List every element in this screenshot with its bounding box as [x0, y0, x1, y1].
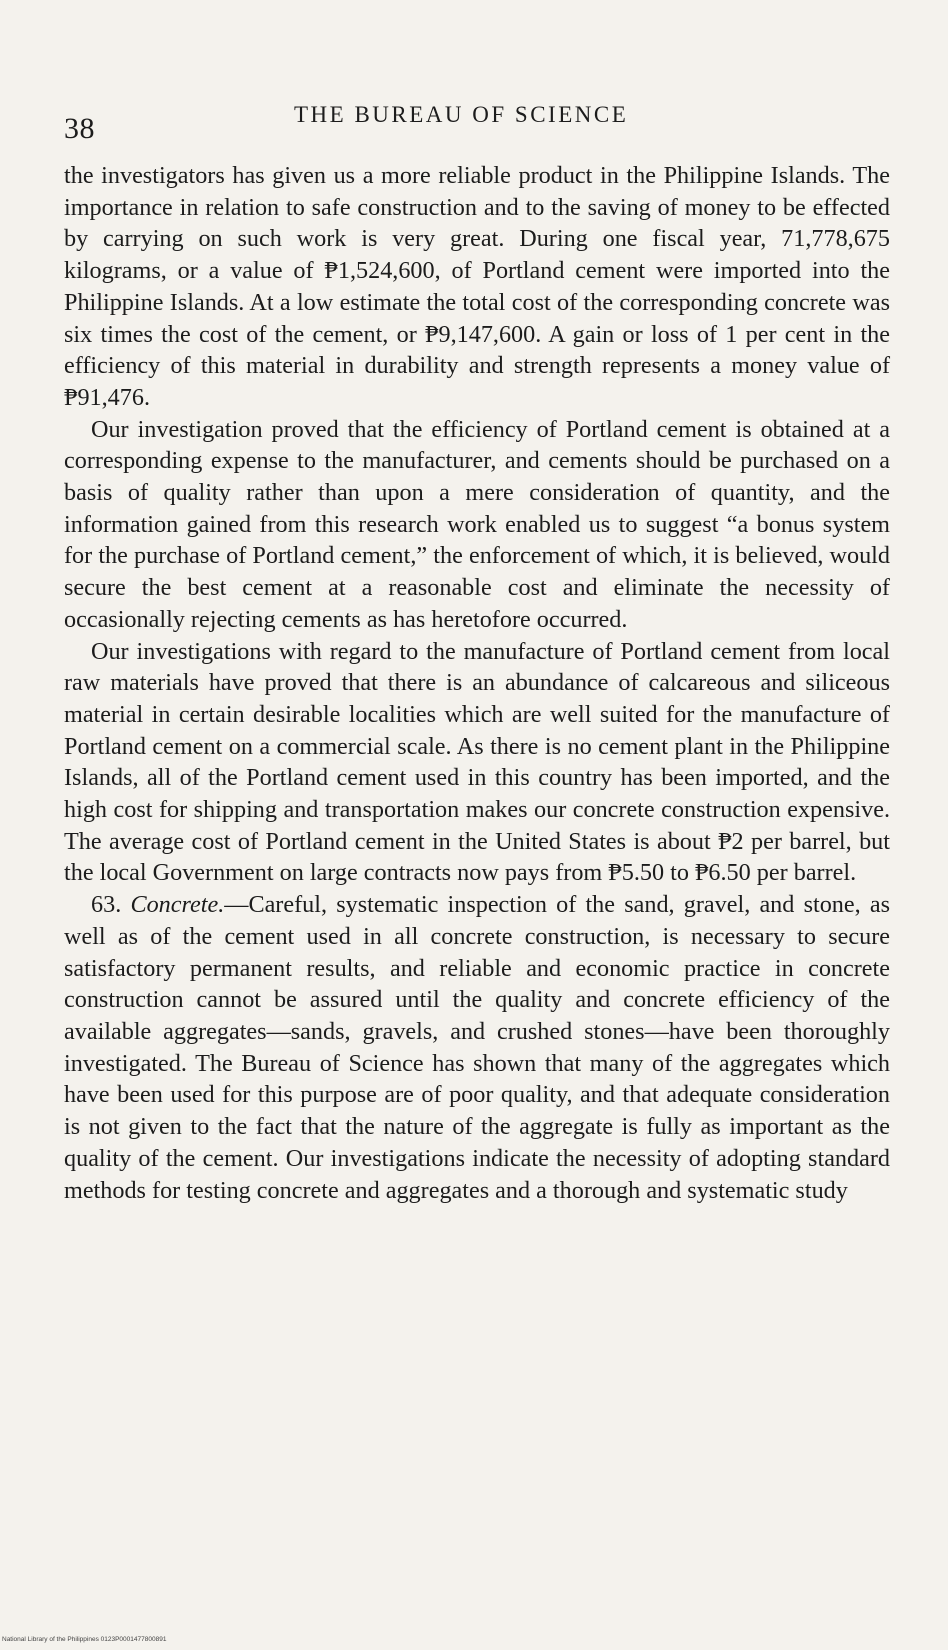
section-number: 63.: [91, 891, 122, 919]
paragraph-local-manufacture: Our investigations with regard to the manufacture of Portland cement from local raw materials have proved that there is an abundance of calcareous and siliceous material in certain desirable localities which are well suited for the manufacture of Portland cement on a commercial scale. As there is no cement plant in the Philippine Islands, all of the Portland cement used in this country has been imported, and the high cost for shipping and transportation makes our concrete construction expensive. The average cost of Portland cement in the United States is about ₱2 per barrel, but the local Government on large contracts now pays from ₱5.50 to ₱6.50 per barrel.: [64, 637, 890, 887]
section-title: Concrete.: [130, 891, 225, 919]
paragraph-bonus-system: Our investigation proved that the efficiency of Portland cement is obtained at a corresponding expense to the manufacturer, and cements should be purchased on a basis of quality rather than upon a mere consideration of quantity, and the information gained from this research work enabled us to suggest “a bonus system for the purchase of Portland cement,” the enforcement of which, it is believed, would secure the best cement at a reasonable cost and eliminate the necessity of occasionally rejecting cements as has heretofore occurred.: [64, 415, 890, 633]
page-number: 38: [64, 112, 95, 145]
section-text: —Careful, systematic inspection of the sand, gravel, and stone, as well as of the cement used in all concrete construction, is necessary to secure satisfactory permanent results, and reliable and economic practice in concrete construction cannot be assured until the quality and concrete efficiency of the available aggregates—sands, gravels, and crushed stones—have been thoroughly investigated. The Bureau of Science has shown that many of the aggregates which have been used for this purpose are of poor quality, and that adequate consideration is not given to the fact that the nature of the aggregate is fully as important as the quality of the cement. Our investigations indicate the necessity of adopting standard methods for testing concrete and aggregates and a thorough and systematic study: [64, 891, 891, 1204]
running-title: THE BUREAU OF SCIENCE: [294, 102, 629, 127]
body-text: [64, 160, 890, 1206]
paragraph-continued: the investigators has given us a more reliable product in the Philippine Islands. The importance in relation to safe construction and to the saving of money to be effected by carrying on such work is very great. During one fiscal year, 71,778,675 kilograms, or a value of ₱1,524,600, of Portland cement were imported into the Philippine Islands. At a low estimate the total cost of the corresponding concrete was six times the cost of the cement, or ₱9,147,600. A gain or loss of 1 per cent in the efficiency of this material in durability and strength represents a money value of ₱91,476.: [64, 162, 890, 411]
running-head: [64, 100, 894, 145]
paragraph-concrete: [64, 889, 890, 1206]
library-footer-note: National Library of the Philippines 0123P0001477800891: [2, 1636, 167, 1643]
